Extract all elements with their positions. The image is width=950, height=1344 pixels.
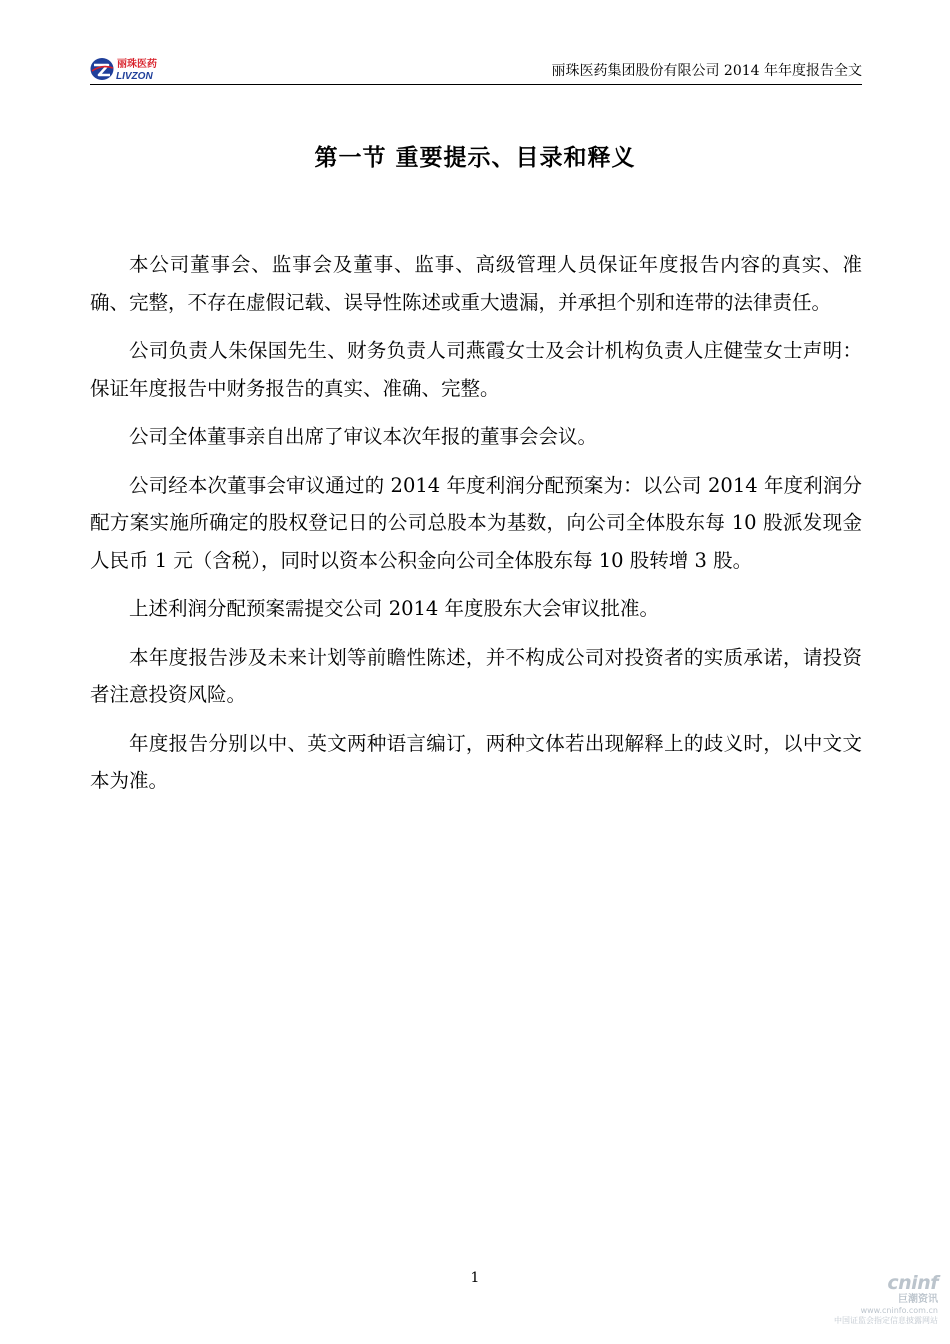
paragraph: 上述利润分配预案需提交公司 2014 年度股东大会审议批准。: [129, 597, 660, 620]
logo-en-text: LIVZON: [116, 71, 153, 82]
page-number: 1: [470, 1270, 480, 1286]
watermark-brand: cninf: [887, 1272, 938, 1294]
paragraph: 本年度报告涉及未来计划等前瞻性陈述，并不构成公司对投资者的实质承诺，请投资者注意投资风险。: [90, 645, 862, 706]
watermark-org: 中国证监会指定信息披露网站: [834, 1316, 938, 1325]
cninfo-watermark: [826, 1272, 938, 1336]
watermark-cn: 巨潮资讯: [898, 1294, 938, 1305]
paragraph: 公司负责人朱保国先生、财务负责人司燕霞女士及会计机构负责人庄健莹女士声明：保证年度报告中财务报告的真实、准确、完整。: [90, 339, 862, 400]
watermark-url: www.cninfo.com.cn: [860, 1306, 938, 1315]
page-header: [90, 52, 862, 85]
livzon-logo: [90, 56, 170, 82]
page-title: 第一节 重要提示、目录和释义: [314, 144, 636, 171]
header-title: 丽珠医药集团股份有限公司 2014 年年度报告全文: [551, 63, 862, 79]
document-body: [90, 246, 862, 811]
paragraph: 公司全体董事亲自出席了审议本次年报的董事会会议。: [129, 425, 598, 448]
paragraph: 年度报告分别以中、英文两种语言编订，两种文体若出现解释上的歧义时，以中文文本为准。: [90, 731, 862, 792]
paragraph: 公司经本次董事会审议通过的 2014 年度利润分配预案为：以公司 2014 年度利润分配方案实施所确定的股权登记日的公司总股本为基数，向公司全体股东每 10 股派发现金人民币 1 元（含税），同时以资本公积金向公司全体股东每 10 股转增 3 股。: [90, 473, 862, 572]
logo-cn-text: 丽珠医药: [117, 59, 157, 70]
paragraph: 本公司董事会、监事会及董事、监事、高级管理人员保证年度报告内容的真实、准确、完整，不存在虚假记载、误导性陈述或重大遗漏，并承担个别和连带的法律责任。: [90, 253, 862, 314]
